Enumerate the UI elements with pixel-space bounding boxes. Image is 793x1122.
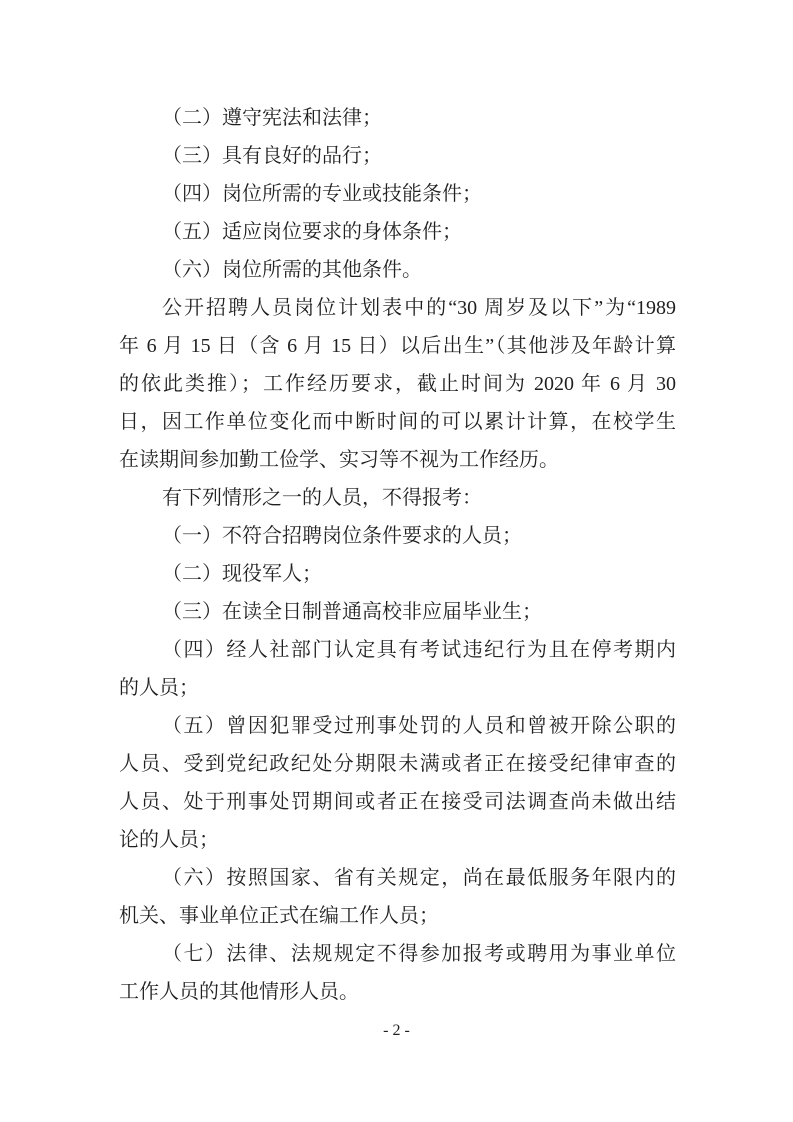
document-line: （七）法律、法规规定不得参加报考或聘用为事业单位 [162, 943, 676, 965]
document-body [119, 99, 676, 1011]
document-line: 的人员； [119, 677, 199, 699]
document-line: 有下列情形之一的人员，不得报考： [162, 487, 482, 509]
document-line: 人员、受到党纪政纪处分期限未满或者正在接受纪律审查的 [119, 753, 676, 775]
document-line: 论的人员； [119, 829, 219, 851]
document-line: 人员、处于刑事处罚期间或者正在接受司法调查尚未做出结 [119, 791, 676, 813]
document-line: 的依此类推）；工作经历要求，截止时间为 2020 年 6 月 30 [119, 373, 676, 395]
document-line: （五）适应岗位要求的身体条件； [162, 221, 462, 243]
document-line: （二）遵守宪法和法律； [162, 107, 382, 129]
document-line: 机关、事业单位正式在编工作人员； [119, 905, 439, 927]
document-line: （二）现役军人； [162, 563, 322, 585]
document-line: 工作人员的其他情形人员。 [119, 981, 359, 1003]
document-line: 公开招聘人员岗位计划表中的“30 周岁及以下”为“1989 [162, 297, 676, 319]
document-line: 年 6 月 15 日（含 6 月 15 日）以后出生”（其他涉及年龄计算 [119, 335, 676, 357]
document-line: （三）在读全日制普通高校非应届毕业生； [162, 601, 542, 623]
document-line: （三）具有良好的品行； [162, 145, 382, 167]
document-line: 在读期间参加勤工俭学、实习等不视为工作经历。 [119, 449, 559, 471]
document-line: （四）经人社部门认定具有考试违纪行为且在停考期内 [162, 639, 676, 661]
document-line: （六）按照国家、省有关规定，尚在最低服务年限内的 [162, 867, 676, 889]
page-number: - 2 - [383, 1022, 410, 1039]
document-line: 日，因工作单位变化而中断时间的可以累计计算，在校学生 [119, 411, 676, 433]
document-line: （六）岗位所需的其他条件。 [162, 259, 422, 281]
document-line: （四）岗位所需的专业或技能条件； [162, 183, 482, 205]
document-line: （五）曾因犯罪受过刑事处罚的人员和曾被开除公职的 [162, 715, 676, 737]
document-line: （一）不符合招聘岗位条件要求的人员； [162, 525, 522, 547]
